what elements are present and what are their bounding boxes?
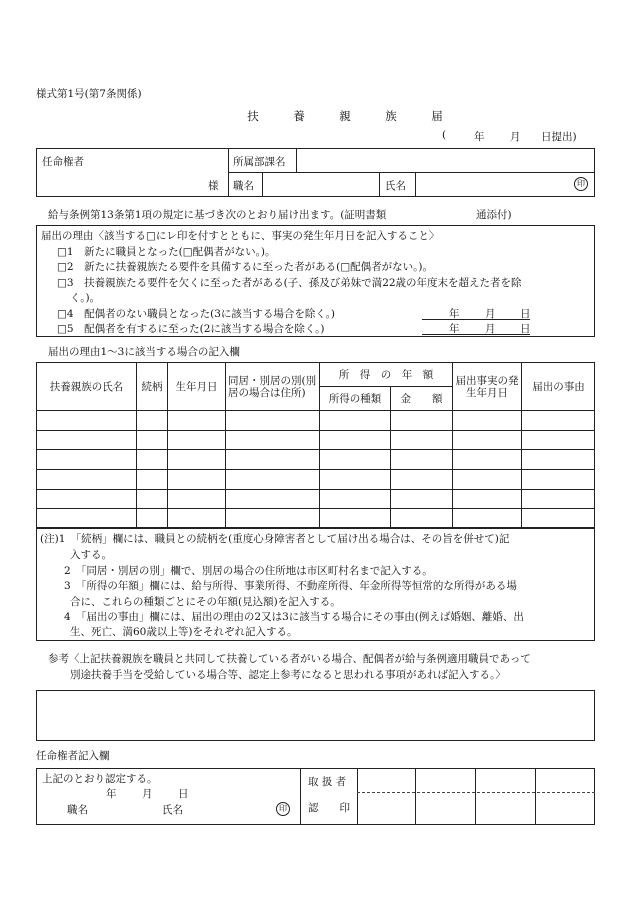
sama-label: 様 — [208, 180, 219, 192]
title-char: 養 — [293, 109, 305, 123]
submit-day-label: 日提出) — [541, 131, 577, 143]
submit-year-label: 年 — [474, 131, 485, 143]
cert-name-label: 氏名 — [162, 804, 183, 816]
reason5-month: 月 — [485, 323, 496, 335]
form-title — [230, 108, 460, 124]
statement-text: 給与条例第13条第1項の規定に基づき次のとおり届け出ます。(証明書類 — [48, 209, 387, 221]
seal-icon: 印 — [574, 177, 588, 191]
col-header-income-amount: 金 額 — [400, 392, 443, 405]
col-header-residence: 同居・別居の別(別居の場合は住所) — [228, 374, 317, 399]
reason-item-4[interactable]: □4 配偶者のない職員となった(3に該当する場合を除く。) — [57, 308, 336, 320]
col-header-name: 扶養親族の氏名 — [49, 380, 124, 393]
col-header-income: 所 得 の 年 額 — [338, 368, 434, 381]
cert-year-label: 年 — [106, 788, 117, 800]
col-header-reason: 届出の事由 — [532, 380, 585, 393]
dept-field[interactable] — [300, 149, 594, 171]
stamp-label: 認 印 — [308, 802, 350, 814]
post-field[interactable] — [264, 173, 378, 196]
title-char: 親 — [339, 109, 351, 123]
note-3-cont: 合に、これらの種類ごとにその年額(見込額)を記入する。 — [70, 596, 341, 608]
appointer-label: 任命権者 — [42, 156, 84, 168]
cert-post-label: 職名 — [67, 804, 88, 816]
reference-line-1: 参考〈上記扶養親族を職員と共同して扶養している者がいる場合、配偶者が給与条例適用職員であって — [48, 653, 531, 665]
reason-heading: 届出の理由〈該当する□にレ印を付すとともに、事実の発生年月日を記入すること〉 — [41, 230, 440, 242]
col-header-income-type: 所得の種類 — [328, 392, 382, 405]
reason4-year: 年 — [449, 308, 460, 320]
cert-day-label: 日 — [178, 788, 189, 800]
reason-item-1[interactable]: □1 新たに職員となった(□配偶者がない。)。 — [57, 246, 276, 258]
handler-label: 取 扱 者 — [308, 776, 347, 788]
certified-text: 上記のとおり認定する。 — [42, 773, 158, 785]
submit-month-label: 月 — [510, 131, 521, 143]
appointer-section-label: 任命権者記入欄 — [36, 750, 110, 762]
post-label: 職名 — [233, 180, 254, 192]
note-4: 4 「届出の事由」欄には、届出の理由の2又は3に該当する場合にその事由(例えば婚姻、離婚、出 — [64, 611, 524, 623]
note-3: 3 「所得の年額」欄には、給与所得、事業所得、不動産所得、年金所得等恒常的な所得がある場 — [64, 580, 517, 592]
col-header-birth: 生年月日 — [175, 380, 218, 393]
reason-item-3[interactable]: □3 扶養親族たる要件を欠くに至った者がある(子、孫及び弟妹で満22歳の年度末を超えた者を除 — [57, 277, 522, 289]
reason5-year: 年 — [449, 323, 460, 335]
col-header-relation: 続柄 — [141, 380, 163, 393]
submit-open-paren: ( — [442, 129, 447, 141]
statement-attached: 通添付) — [476, 209, 512, 221]
dept-label: 所属部課名 — [233, 156, 286, 168]
cert-month-label: 月 — [142, 788, 153, 800]
reason5-day: 日 — [520, 323, 531, 335]
note-1: (注)1 「続柄」欄には、職員との続柄を(重度心身障害者として届け出る場合は、その旨を併せて)記 — [40, 533, 510, 545]
note-1-cont: 入する。 — [70, 549, 112, 561]
table-section-label: 届出の理由1〜3に該当する場合の記入欄 — [48, 346, 240, 358]
note-2: 2 「同居・別居の別」欄で、別居の場合の住所地は市区町村名まで記入する。 — [64, 565, 433, 577]
col-header-fact-date: 届出事実の発生年月日 — [455, 374, 519, 399]
reference-field[interactable] — [36, 690, 595, 741]
name-label: 氏名 — [385, 180, 406, 192]
title-char: 族 — [385, 109, 397, 123]
cert-seal-icon: 印 — [276, 802, 290, 816]
name-field[interactable] — [417, 173, 572, 196]
note-4-cont: 生、死亡、満60歳以上等)をそれぞれ記入する。 — [70, 626, 298, 638]
form-number: 様式第1号(第7条関係) — [36, 88, 142, 100]
reason-item-3-cont: く。)。 — [70, 292, 101, 304]
reason4-month: 月 — [485, 308, 496, 320]
reference-line-2: 別途扶養手当を受給している場合等、認定上参考になると思われる事項があれば記入する。〉 — [70, 669, 506, 681]
title-char: 扶 — [247, 109, 259, 123]
title-char: 届 — [431, 109, 443, 123]
reason4-day: 日 — [520, 308, 531, 320]
reason-item-2[interactable]: □2 新たに扶養親族たる要件を具備するに至った者がある(□配偶者がない。)。 — [57, 261, 433, 273]
reason-item-5[interactable]: □5 配偶者を有するに至った(2に該当する場合を除く。) — [57, 323, 325, 335]
